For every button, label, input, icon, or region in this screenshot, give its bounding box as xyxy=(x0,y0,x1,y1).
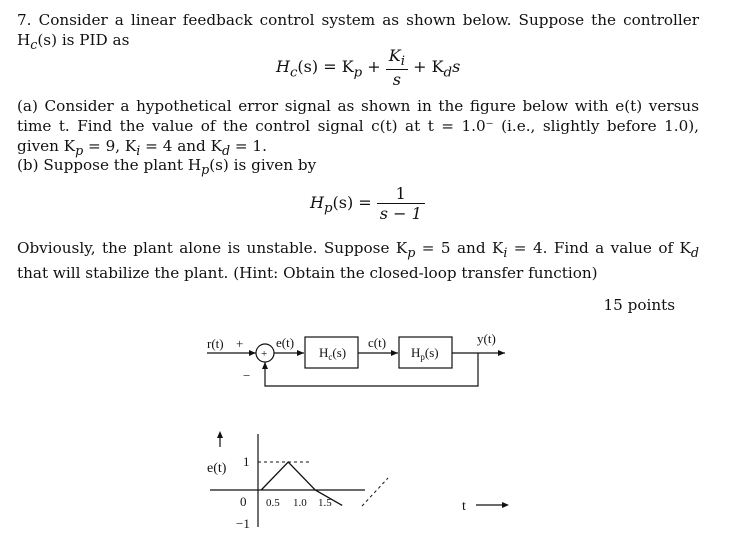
t-direction-arrowhead xyxy=(502,502,509,508)
y-tick-zero: 0 xyxy=(240,494,247,509)
continuation-dashed-line xyxy=(362,478,388,506)
summer-symbol: + xyxy=(261,348,268,360)
stability-question: Obviously, the plant alone is unstable. Suppose $K_p = 5$ and $K_i = 4$. Find a value of $K_d$ that will stabilize the plant. (Hint: Obtain the closed-loop transfer function) xyxy=(17,239,699,283)
plot-x-label: t xyxy=(462,499,466,514)
x-tick-1-0: 1.0 xyxy=(293,497,307,509)
feedback-arrowhead xyxy=(262,362,268,369)
input-arrowhead xyxy=(249,350,256,356)
input-label: r(t) xyxy=(207,336,224,351)
control-label: c(t) xyxy=(368,335,387,350)
error-label: e(t) xyxy=(276,335,295,350)
output-arrowhead xyxy=(498,350,505,356)
y-tick-minus-one: −1 xyxy=(236,516,250,531)
plant-fraction: $\frac{1}{s - 1}$ xyxy=(377,184,425,223)
x-tick-1-5: 1.5 xyxy=(318,497,332,509)
points-label: 15 points xyxy=(603,296,675,314)
problem-intro: 7. Consider a linear feedback control system as shown below. Suppose the controller $H_c(s)$ is PID as xyxy=(17,11,699,53)
plus-sign: + xyxy=(236,336,244,351)
plant-equation: $H_p(s)$ = $\frac{1}{s - 1}$ xyxy=(310,184,425,223)
part-b: (b) Suppose the plant $H_p(s)$ is given by xyxy=(17,156,317,178)
feedback-path xyxy=(265,353,478,386)
plot-y-label: e(t) xyxy=(207,461,227,476)
control-arrowhead xyxy=(391,350,398,356)
x-tick-0-5: 0.5 xyxy=(266,497,280,509)
error-arrowhead xyxy=(297,350,304,356)
minus-sign: − xyxy=(243,368,251,383)
output-label: y(t) xyxy=(477,331,496,346)
y-tick-one: 1 xyxy=(243,454,250,469)
plant-label: $H_p(s)$ xyxy=(411,345,439,362)
pid-integral-fraction: $\frac{K_i}{s}$ xyxy=(386,46,408,89)
y-direction-arrowhead xyxy=(217,431,223,438)
controller-label: $H_c(s)$ xyxy=(319,345,347,362)
part-a: (a) Consider a hypothetical error signal as shown in the figure below with e(t) versus time t. Find the value of the control signal c(t) at t = 1.0⁻ (i.e., slightly before 1.0), given $K_p = 9$, $K_i = 4$ and $K_d = 1$. xyxy=(17,97,699,159)
pid-equation: $H_c(s) = K_p$ + $\frac{K_i}{s}$ + $K_ds$ xyxy=(276,46,461,90)
